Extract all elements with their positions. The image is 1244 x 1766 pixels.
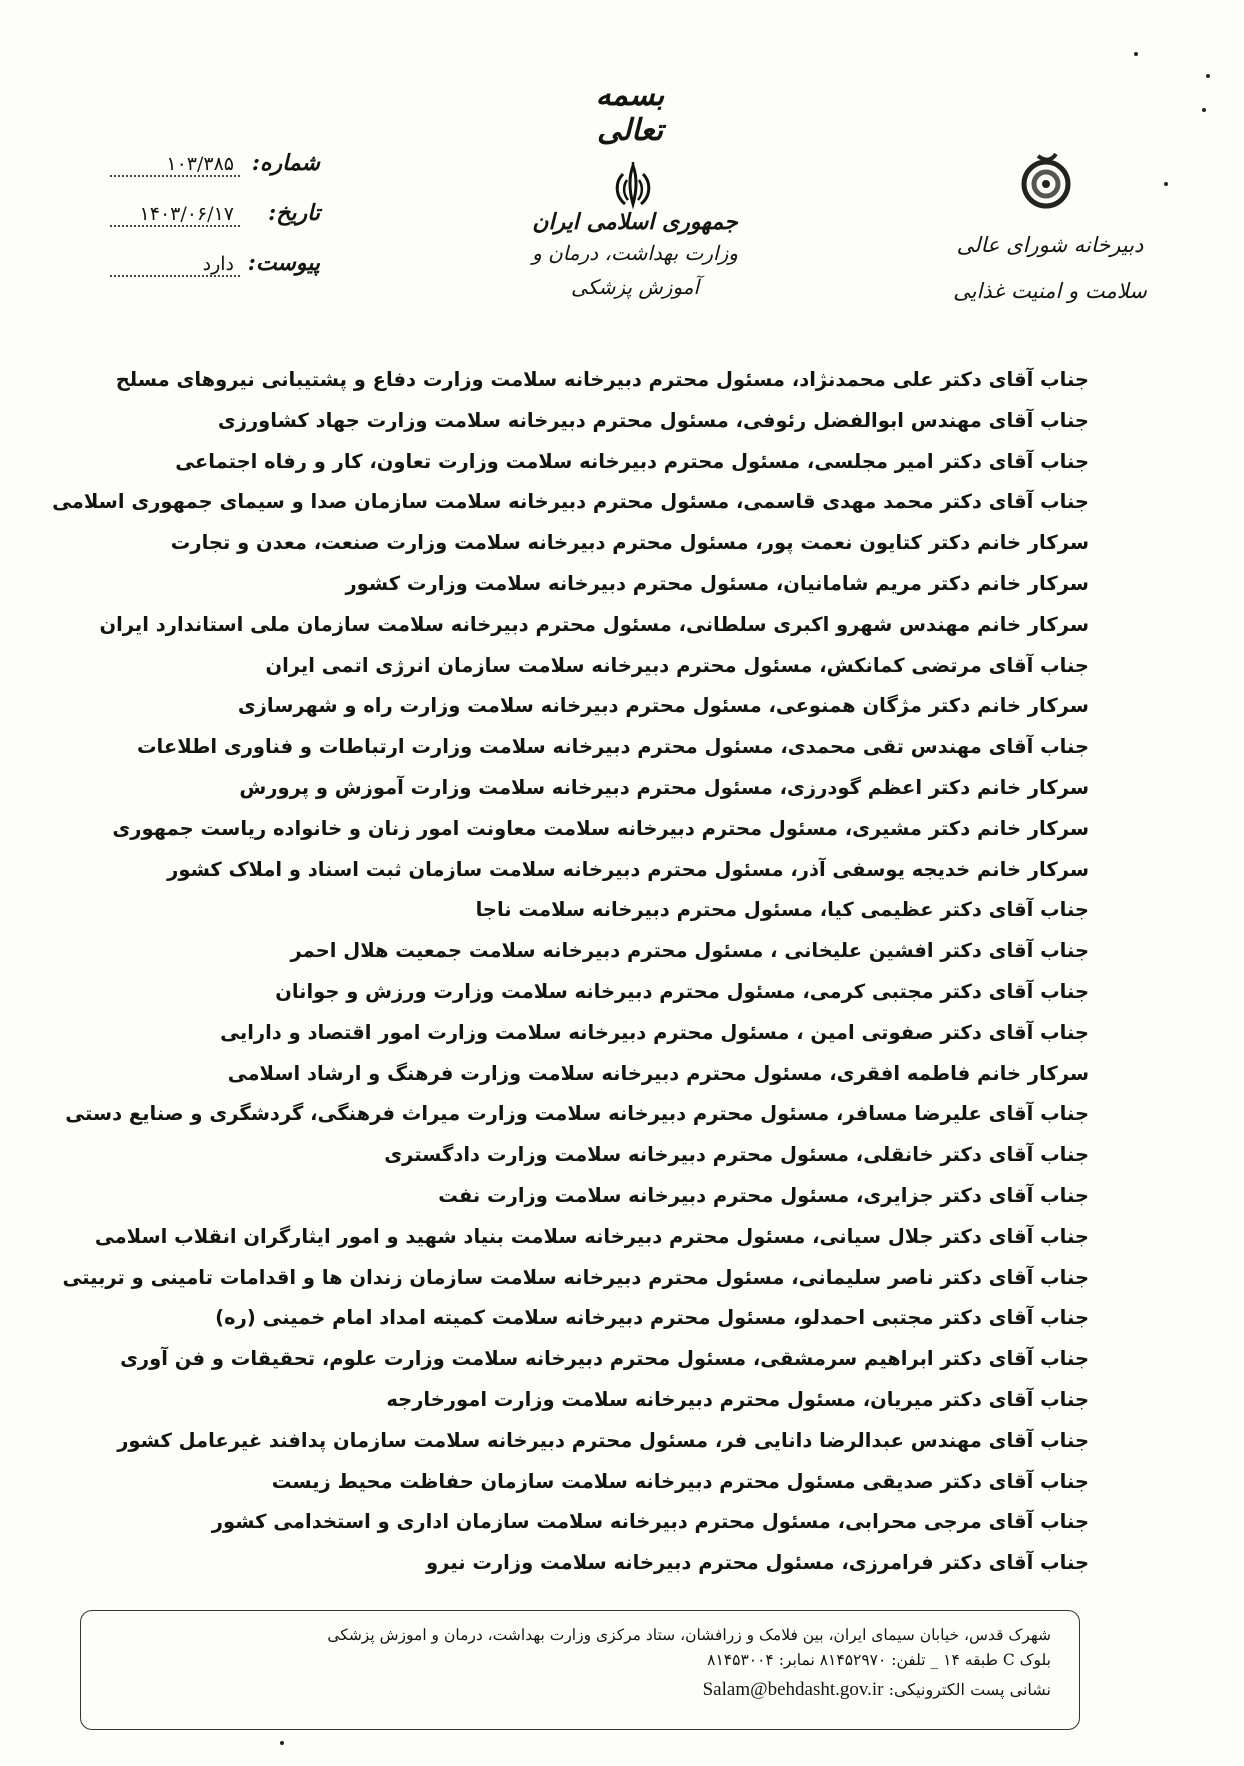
recipient-item: جناب آقای دکتر علی محمدنژاد، مسئول محترم دبیرخانه سلامت وزارت دفاع و پشتیبانی نیروهای مسلح [115,368,1089,391]
attachment-label: پیوست: [247,250,320,276]
recipient-item: سرکار خانم خدیجه یوسفی آذر، مسئول محترم دبیرخانه سلامت سازمان ثبت اسناد و املاک کشور [167,857,1089,881]
republic-title: جمهوری اسلامی ایران [532,209,738,235]
recipient-list [52,360,1089,1584]
number-label: شماره: [251,150,320,176]
letter-meta [110,150,320,300]
footer-phone-fax: بلوک C طبقه ۱۴ _ تلفن: ۸۱۴۵۲۹۷۰ نمابر: ۸۱۴۵۳۰۰۴ [707,1651,1051,1669]
recipient-item: جناب آقای دکتر جلال سیانی، مسئول محترم دبیرخانه سلامت بنیاد شهید و امور ایثارگران انقلاب اسلامی [94,1224,1089,1248]
email-address: Salam@behdasht.gov.ir [702,1679,884,1700]
recipient-item: جناب آقای دکتر فرامرزی، مسئول محترم دبیرخانه سلامت وزارت نیرو [426,1551,1089,1575]
recipient-item: سرکار خانم دکتر مریم شامانیان، مسئول محترم دبیرخانه سلامت وزارت کشور [345,571,1089,595]
recipient-item: جناب آقای دکتر جزایری، مسئول محترم دبیرخانه سلامت وزارت نفت [438,1183,1089,1207]
recipient-item: جناب آقای دکتر صفوتی امین ، مسئول محترم دبیرخانه سلامت وزارت امور اقتصاد و دارایی [220,1020,1089,1044]
date-label: تاریخ: [268,200,320,226]
recipient-item: جناب آقای دکتر عظیمی کیا، مسئول محترم دبیرخانه سلامت ناجا [475,898,1089,922]
meta-attachment-row [110,250,320,300]
recipient-item: جناب آقای دکتر خانقلی، مسئول محترم دبیرخانه سلامت وزارت دادگستری [384,1143,1089,1167]
recipient-item: جناب آقای دکتر افشین علیخانی ، مسئول محترم دبیرخانه سلامت جمعیت هلال احمر [290,939,1089,963]
recipient-item: سرکار خانم دکتر کتایون نعمت پور، مسئول محترم دبیرخانه سلامت وزارت صنعت، معدن و تجارت [170,531,1089,555]
recipient-item: سرکار خانم دکتر اعظم گودرزی، مسئول محترم دبیرخانه سلامت وزارت آموزش و پرورش [239,775,1089,799]
scan-speck [1202,108,1206,112]
number-value: ۱۰۳/۳۸۵ [110,153,240,177]
recipient-item: جناب آقای دکتر ابراهیم سرمشقی، مسئول محترم دبیرخانه سلامت وزارت علوم، تحقیقات و فن آوری [120,1347,1089,1371]
recipient-item: جناب آقای دکتر امیر مجلسی، مسئول محترم دبیرخانه سلامت وزارت تعاون، کار و رفاه اجتماعی [175,449,1089,473]
council-title-line1: دبیرخانه شورای عالی [956,233,1144,257]
bismillah-heading: بسمه تعالی [595,78,665,148]
recipient-item: جناب آقای مهندس تقی محمدی، مسئول محترم دبیرخانه سلامت وزارت ارتباطات و فناوری اطلاعات [136,735,1089,759]
recipient-item: جناب آقای دکتر صدیقی مسئول محترم دبیرخانه سلامت سازمان حفاظت محیط زیست [271,1469,1089,1493]
council-logo-icon [1016,150,1076,212]
scan-speck [280,1741,284,1745]
council-title-line2: سلامت و امنیت غذایی [953,279,1147,303]
iran-emblem-icon [608,160,658,214]
recipient-item: جناب آقای دکتر مجتبی کرمی، مسئول محترم دبیرخانه سلامت وزارت ورزش و جوانان [275,979,1089,1003]
footer-contact-box [80,1610,1080,1730]
email-label: نشانی پست الکترونیکی: [888,1680,1051,1699]
scan-speck [1134,52,1138,56]
ministry-title: وزارت بهداشت، درمان و آموزش پزشکی [532,241,738,299]
recipient-item: جناب آقای دکتر ناصر سلیمانی، مسئول محترم دبیرخانه سلامت سازمان زندان ها و اقدامات تامینی و تربیتی [62,1265,1089,1289]
recipient-item: جناب آقای مهندس عبدالرضا دانایی فر، مسئول محترم دبیرخانه سلامت سازمان پدافند غیرعامل کشور [117,1428,1089,1452]
recipient-item: جناب آقای علیرضا مسافر، مسئول محترم دبیرخانه سلامت وزارت میراث فرهنگی، گردشگری و صنایع دستی [65,1102,1089,1126]
recipient-item: جناب آقای مهندس ابوالفضل رئوفی، مسئول محترم دبیرخانه سلامت وزارت جهاد کشاورزی [217,408,1089,432]
recipient-item: سرکار خانم فاطمه افقری، مسئول محترم دبیرخانه سلامت وزارت فرهنگ و ارشاد اسلامی [227,1061,1089,1085]
recipient-item: سرکار خانم دکتر مشیری، مسئول محترم دبیرخانه سلامت معاونت امور زنان و خانواده ریاست جمهوری [112,816,1089,840]
recipient-item: سرکار خانم دکتر مژگان همنوعی، مسئول محترم دبیرخانه سلامت وزارت راه و شهرسازی [237,694,1089,718]
footer-text [291,1623,1051,1707]
meta-number-row [110,150,320,200]
meta-date-row [110,200,320,250]
council-title-block [950,222,1150,314]
date-value: ۱۴۰۳/۰۶/۱۷ [110,203,240,227]
recipient-item: سرکار خانم مهندس شهرو اکبری سلطانی، مسئول محترم دبیرخانه سلامت سازمان ملی استاندارد ایران [99,612,1089,636]
attachment-value: دارد [110,253,240,277]
recipient-item: جناب آقای مرجی محرابی، مسئول محترم دبیرخانه سلامت سازمان اداری و استخدامی کشور [211,1510,1089,1534]
recipient-item: جناب آقای دکتر مجتبی احمدلو، مسئول محترم دبیرخانه سلامت کمیته امداد امام خمینی (ره) [215,1306,1089,1330]
recipient-item: جناب آقای مرتضی کمانکش، مسئول محترم دبیرخانه سلامت سازمان انرژی اتمی ایران [265,653,1089,677]
scan-speck [1206,74,1210,78]
ministry-title-block [520,208,750,304]
footer-address: شهرک قدس، خیابان سیمای ایران، بین فلامک و زرافشان، ستاد مرکزی وزارت بهداشت، درمان و اموزش پزشکی [327,1626,1051,1644]
recipient-item: جناب آقای دکتر محمد مهدی قاسمی، مسئول محترم دبیرخانه سلامت سازمان صدا و سیمای جمهوری اسلامی [52,490,1089,514]
footer-email-row [291,1673,1051,1707]
recipient-item: جناب آقای دکتر میریان، مسئول محترم دبیرخانه سلامت وزارت امورخارجه [386,1387,1089,1411]
scan-speck [1164,182,1168,186]
